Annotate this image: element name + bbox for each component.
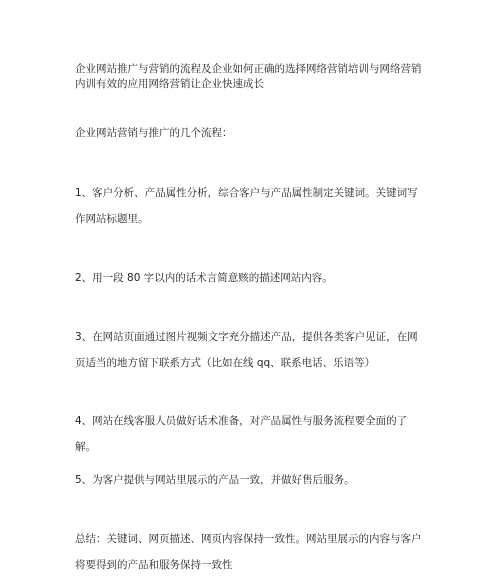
article-intro: 企业网站营销与推广的几个流程： <box>75 127 233 139</box>
list-item-4: 4、网站在线客服人员做好话术准备，对产品属性与服务流程要全面的了解。 <box>75 415 408 453</box>
list-item-2: 2、用一段 80 字以内的话术言简意赅的描述网站内容。 <box>75 272 333 284</box>
article-title: 企业网站推广与营销的流程及企业如何正确的选择网络营销培训与网络营销内训有效的应用网络营销让企业快速成长 <box>75 63 422 90</box>
list-item-1: 1、客户分析、产品属性分析，综合客户与产品属性制定关键词。关键词写作网站标题里。 <box>75 187 418 225</box>
list-item-5: 5、为客户提供与网站里展示的产品一致，并做好售后服务。 <box>75 474 355 486</box>
summary: 总结：关键词、网页描述、网页内容保持一致性。网站里展示的内容与客户将要得到的产品和服务保持一致性 <box>75 533 422 571</box>
list-item-3: 3、在网站页面通过图片视频文字充分描述产品，提供各类客户见证，在网页适当的地方留下联系方式（比如在线 qq、联系电话、乐语等） <box>75 331 418 369</box>
article <box>75 62 425 571</box>
